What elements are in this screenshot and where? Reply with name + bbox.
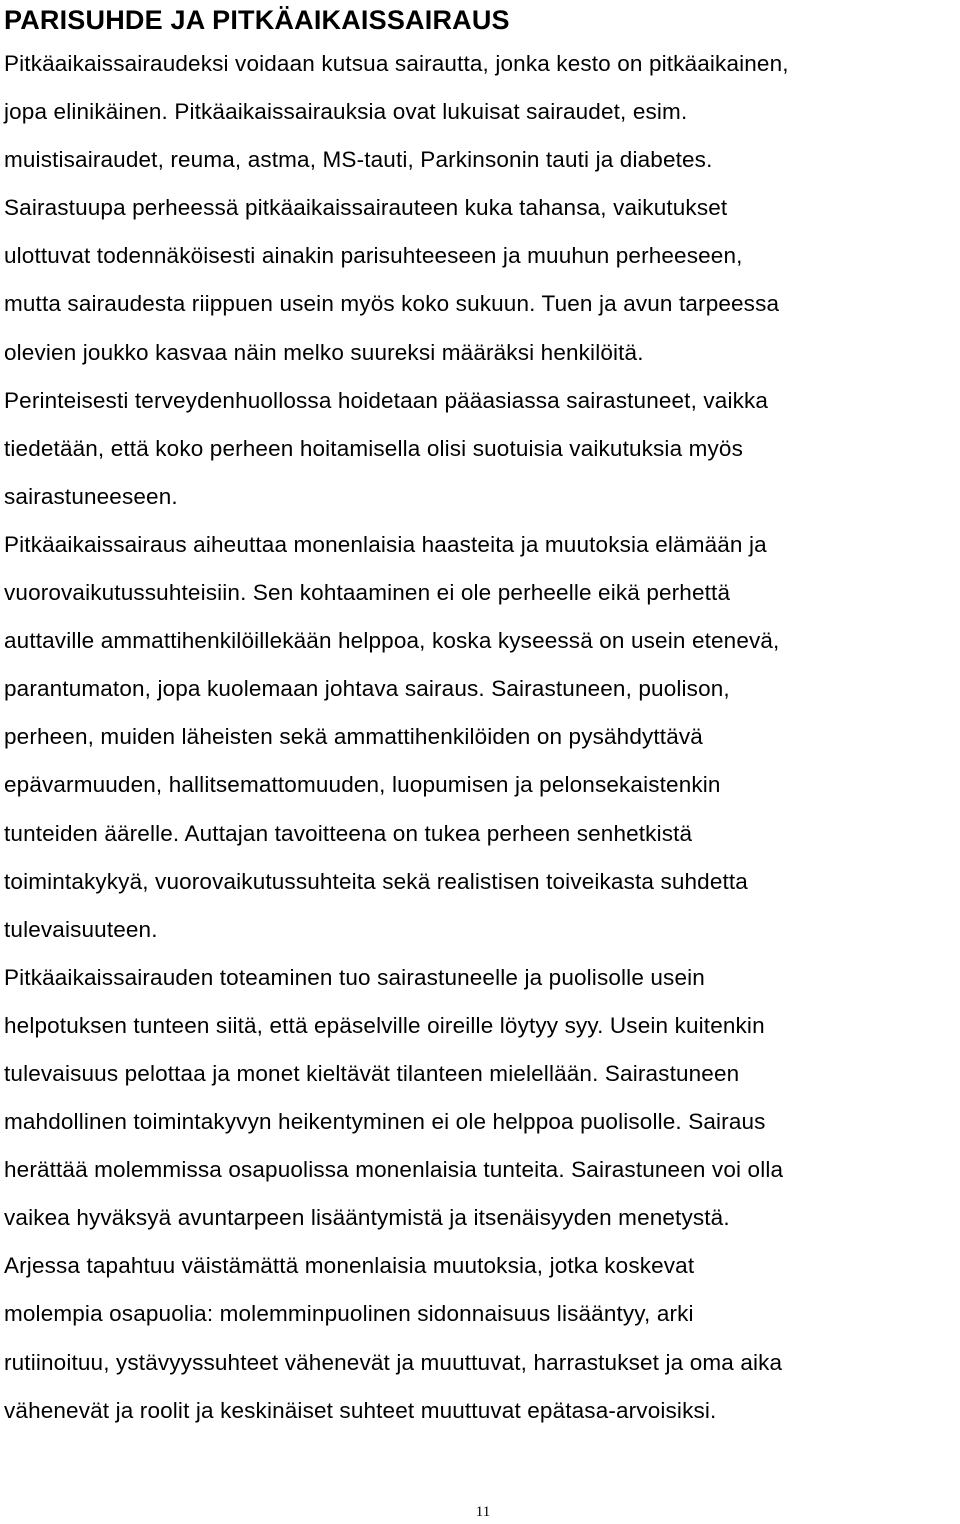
text-line: molempia osapuolia: molemminpuolinen sidonnaisuus lisääntyy, arki: [4, 1301, 694, 1327]
text-line: auttaville ammattihenkilöillekään helppoa, koska kyseessä on usein etenevä,: [4, 628, 780, 654]
text-line: epävarmuuden, hallitsemattomuuden, luopumisen ja pelonsekaistenkin: [4, 772, 721, 798]
text-line: rutiinoituu, ystävyyssuhteet vähenevät ja muuttuvat, harrastukset ja oma aika: [4, 1349, 783, 1375]
text-line: vähenevät ja roolit ja keskinäiset suhteet muuttuvat epätasa-arvoisiksi.: [4, 1397, 717, 1423]
text-line: ulottuvat todennäköisesti ainakin parisuhteeseen ja muuhun perheeseen,: [4, 243, 743, 269]
text-line: olevien joukko kasvaa näin melko suureksi määräksi henkilöitä.: [4, 339, 644, 365]
text-line: Sairastuupa perheessä pitkäaikaissairauteen kuka tahansa, vaikutukset: [4, 195, 728, 221]
text-line: vuorovaikutussuhteisiin. Sen kohtaaminen ei ole perheelle eikä perhettä: [4, 580, 731, 606]
text-line: parantumaton, jopa kuolemaan johtava sairaus. Sairastuneen, puolison,: [4, 676, 730, 702]
text-line: helpotuksen tunteen siitä, että epäselville oireille löytyy syy. Usein kuitenkin: [4, 1012, 765, 1038]
document-page: [4, 0, 954, 1435]
text-line: tulevaisuuteen.: [4, 916, 158, 942]
text-line: jopa elinikäinen. Pitkäaikaissairauksia ovat lukuisat sairaudet, esim.: [4, 99, 688, 125]
text-line: perheen, muiden läheisten sekä ammattihenkilöiden on pysähdyttävä: [4, 724, 703, 750]
text-line: tulevaisuus pelottaa ja monet kieltävät tilanteen mielellään. Sairastuneen: [4, 1060, 740, 1086]
text-line: tiedetään, että koko perheen hoitamisella olisi suotuisia vaikutuksia myös: [4, 435, 743, 461]
text-line: Arjessa tapahtuu väistämättä monenlaisia muutoksia, jotka koskevat: [4, 1253, 695, 1279]
text-line: vaikea hyväksyä avuntarpeen lisääntymistä ja itsenäisyyden menetystä.: [4, 1205, 730, 1231]
text-line: herättää molemmissa osapuolissa monenlaisia tunteita. Sairastuneen voi olla: [4, 1157, 784, 1183]
text-line: sairastuneeseen.: [4, 483, 178, 509]
text-line: tunteiden äärelle. Auttajan tavoitteena on tukea perheen senhetkistä: [4, 820, 693, 846]
text-line: mutta sairaudesta riippuen usein myös koko sukuun. Tuen ja avun tarpeessa: [4, 291, 780, 317]
page-number: 11: [475, 1504, 491, 1520]
body-text: [4, 40, 954, 1435]
text-line: Perinteisesti terveydenhuollossa hoidetaan pääasiassa sairastuneet, vaikka: [4, 387, 769, 413]
section-heading: PARISUHDE JA PITKÄAIKAISSAIRAUS: [4, 5, 510, 35]
text-line: muistisairaudet, reuma, astma, MS-tauti, Parkinsonin tauti ja diabetes.: [4, 147, 713, 173]
text-line: Pitkäaikaissairauden toteaminen tuo sairastuneelle ja puolisolle usein: [4, 964, 705, 990]
text-line: Pitkäaikaissairaudeksi voidaan kutsua sairautta, jonka kesto on pitkäaikainen,: [4, 51, 789, 76]
text-line: toimintakykyä, vuorovaikutussuhteita sekä realistisen toiveikasta suhdetta: [4, 868, 748, 894]
text-line: Pitkäaikaissairaus aiheuttaa monenlaisia haasteita ja muutoksia elämään ja: [4, 531, 767, 557]
text-line: mahdollinen toimintakyvyn heikentyminen ei ole helppoa puolisolle. Sairaus: [4, 1109, 766, 1135]
